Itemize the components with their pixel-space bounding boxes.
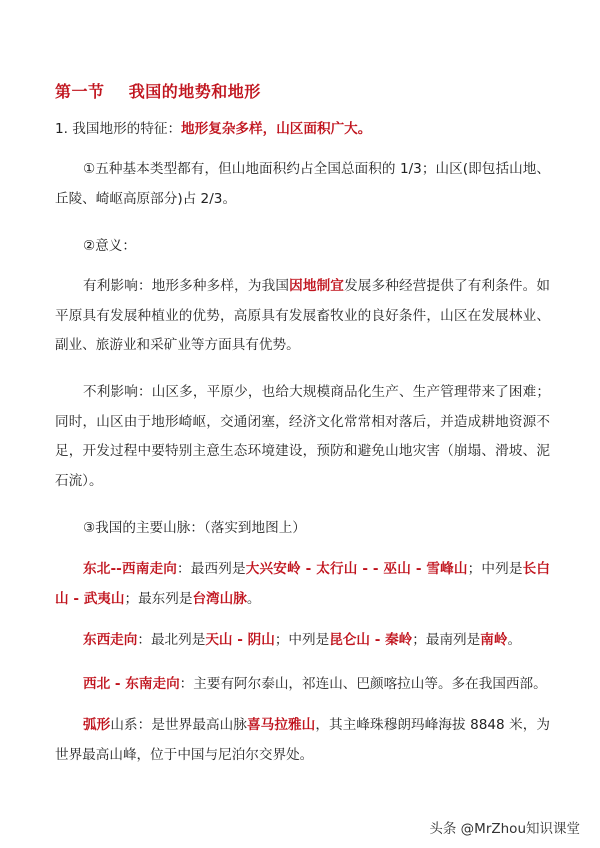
- arc-text-1: 山系：是世界最高山脉: [110, 717, 248, 733]
- ne-sw-text-4: 。: [246, 590, 261, 607]
- ne-sw-text-3: ；最东列是: [124, 590, 193, 607]
- ne-sw-label: 东北--西南走向: [83, 561, 177, 577]
- paragraph-east-west: [55, 626, 550, 656]
- paragraph-advantages: [55, 272, 550, 361]
- ne-sw-text-2: ；中列是: [467, 561, 523, 577]
- east-west-middle-range: 昆仑山 - 秦岭: [329, 632, 413, 648]
- east-west-south-range: 南岭: [480, 632, 508, 648]
- east-west-label: 东西走向: [83, 632, 138, 648]
- advantages-highlight: 因地制宜: [289, 278, 345, 294]
- arc-text-2: ，其主峰珠穆朗玛峰海拔 8848 米，为世界最高山峰，位于中国与尼泊尔交界处。: [55, 717, 551, 763]
- section-title: 第一节 我国的地势和地形: [55, 82, 261, 101]
- paragraph-mountains-heading: ③我国的主要山脉：（落实到地图上）: [83, 520, 306, 536]
- ne-sw-text-1: ：最西列是: [176, 561, 246, 577]
- advantages-text-2: 发展多种经营提供了有利条件。如平原具有发展种植业的优势，高原具有发展畜牧业的良好条件，山区在发展林业、副业、旅游业和采矿业等方面具有优势。: [55, 278, 551, 353]
- ne-sw-east-range: 台湾山脉: [192, 590, 247, 607]
- feature-highlight: 地形复杂多样，山区面积广大。: [181, 121, 372, 137]
- nw-se-text: ：主要有阿尔泰山，祁连山、巴颜喀拉山等。多在我国西部。: [179, 676, 547, 692]
- paragraph-ne-sw: [55, 555, 550, 614]
- ne-sw-west-range: 大兴安岭 - 太行山 - - 巫山 - 雪峰山: [245, 561, 468, 577]
- watermark: 头条 @MrZhou知识课堂: [429, 821, 580, 837]
- paragraph-feature: [55, 115, 550, 145]
- paragraph-nw-se: [55, 670, 550, 700]
- east-west-text-4: 。: [507, 632, 522, 648]
- paragraph-disadvantages: 不利影响：山区多，平原少，也给大规模商品化生产、生产管理带来了困难；同时，山区由于地形崎岖，交通闭塞，经济文化常常相对落后，并造成耕地资源不足，开发过程中要特别主意生态环境建设，预防和避免山地灾害（崩塌、滑坡、泥石流）。: [55, 384, 550, 489]
- ne-sw-middle-range: 长白山 - 武夷山: [55, 561, 551, 607]
- advantages-text-1: 有利影响：地形多种多样，为我国: [83, 278, 290, 294]
- east-west-text-3: ；最南列是: [412, 632, 481, 648]
- arc-label: 弧形: [83, 717, 111, 733]
- feature-prefix: 1. 我国地形的特征：: [55, 121, 182, 137]
- arc-himalaya: 喜马拉雅山: [247, 717, 316, 733]
- paragraph-arc: [55, 711, 550, 770]
- nw-se-label: 西北 - 东南走向: [83, 676, 180, 692]
- east-west-text-2: ；中列是: [274, 632, 330, 648]
- east-west-north-range: 天山 - 阴山: [205, 632, 275, 648]
- paragraph-significance: ②意义：: [83, 238, 136, 254]
- east-west-text-1: ：最北列是: [137, 632, 206, 648]
- paragraph-types: ①五种基本类型都有，但山地面积约占全国总面积的 1/3；山区(即包括山地、丘陵、崎岖高原部分)占 2/3。: [55, 161, 550, 207]
